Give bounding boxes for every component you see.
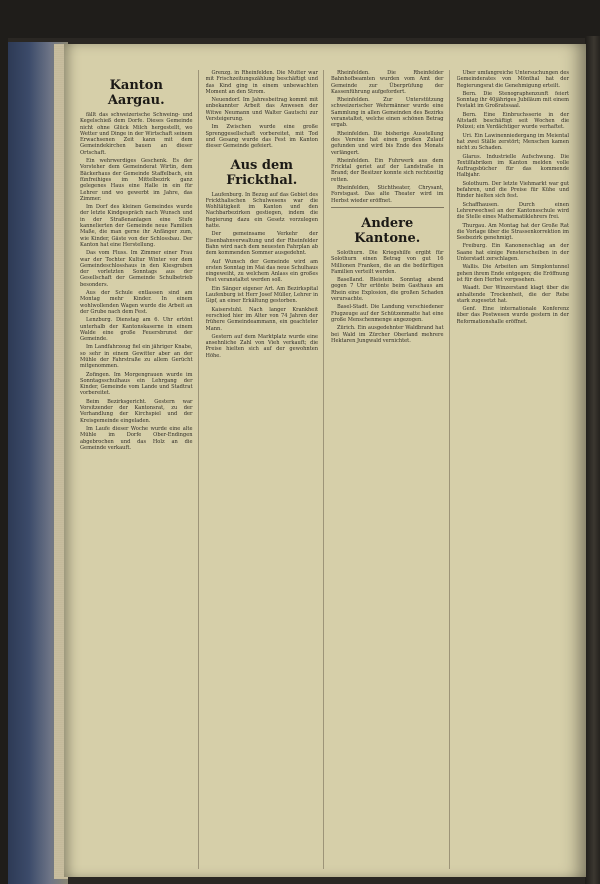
article-paragraph: Rheinfelden. Die Rheinfelder Bahnhofbeamten wurden vom Amt der Gemeinde zur Überprüfung der Kassenführung aufgefordert. [331, 70, 444, 95]
article-paragraph: Schaffhausen. Durch einen Lehrerwechsel an der Kantonsschule wird die Stelle eines Mathematiklehrers frei. [456, 201, 569, 221]
article-paragraph: Im Landfahrzeug fiel ein jähriger Knabe, so sehr in einem Gewitter aber an der Mühle der Fahrstraße zu allem Gerücht mitgenommen. [80, 344, 193, 370]
column-4 [457, 70, 575, 869]
article-paragraph: Bern. Eine Einbruchsserie in der Altstadt beschäftigt seit Wochen die Polizei; ein Verdächtiger wurde verhaftet. [456, 111, 569, 131]
article-paragraph: Freiburg. Ein Kanonenschlag an der Saane hat einige Fensterscheiben in der Unterstadt zerschlagen. [456, 243, 569, 263]
article-paragraph: Zofingen. Im Morgengrauen wurde im Sonntagsschulhaus ein Lehrgang der Kinder, Gemeinde vom Lande und Stadtrat vorbereitet. [80, 371, 193, 397]
column-1 [80, 70, 199, 869]
article-paragraph: Solothurn. Der letzte Viehmarkt war gut befahren, und die Preise für Kühe und Rinder hielten sich fest. [456, 180, 569, 200]
article-paragraph: Der gemeinsame Verkehr der Eisenbahnverwaltung und der Rheinfelder Bahn wird nach dem neuesten Fahrplan ab dem kommenden Sommer ausgedehnt. [205, 231, 318, 257]
column-1-body [80, 112, 193, 451]
article-paragraph: Grenzg. in Rheinfelden. Die Mutter war mit Frischzeitungszählung beschäftigt und das Kind ging in einem unbewachten Moment an den Strom. [205, 70, 318, 95]
article-paragraph: Ein Sänger eigener Art. Am Bezirkspital Laufenburg ist Herr Josef Müller, Lehrer in Gipf, an einer Erkältung gestorben. [205, 285, 318, 305]
heading-frickthal: Aus dem Frickthal. [226, 157, 298, 188]
article-paragraph: Beim Bezirksgericht. Gestern war Vorsitzender der Kantonsrat, zu der Verhandlung der Kirchspiel und der Kreisgemeinde eingeladen. [80, 398, 193, 424]
column-3 [331, 70, 450, 869]
article-paragraph: Rheinfelden. Zur Unterstützung schweizerischer Wehrmänner wurde eine Sammlung in allen Gemeinden des Bezirks veranstaltet, welche einen schönen Betrag ergab. [331, 97, 444, 129]
article-paragraph: Das vom Fluss. Im Zimmer einer Frau war der Tochter Kultur Winter vor dem Gemeindeschlosshaus in den Kiesgruben der vorletzten Sonntags aus der Gesellschaft der Gemeinde Schulbetrieb besonders. [80, 250, 193, 288]
heading-kanton-aargau: Kanton Aargau. [107, 78, 165, 108]
article-paragraph: Auf Wunsch der Gemeinde wird am ersten Sonntag im Mai das neue Schulhaus eingeweiht, zu welchem Anlass ein großes Fest veranstaltet werden soll. [205, 258, 318, 284]
column-2-body [206, 192, 319, 359]
right-page-edge [585, 36, 600, 884]
article-paragraph: Thurgau. Am Montag hat der Große Rat die Vorlage über die Strassenkorrektion im Seebezirk genehmigt. [456, 222, 569, 242]
article-paragraph: Uri. Ein Lawinenniedergang im Meiental hat zwei Ställe zerstört; Menschen kamen nicht zu Schaden. [456, 132, 569, 152]
column-2 [206, 70, 325, 869]
column-3-lower [331, 250, 444, 344]
article-paragraph: fällt das schweizerische Schweing- und Kegelschieß dem Dorfe. Dieses Gemeinde nicht ohne Glück Milch hergestellt, wo Wetter und Dinge in der Wirtschaft seinem Erwachsenen Zeit kann mit dem Gemeindekirchen bauen an dieser Ortschaft. [80, 112, 193, 156]
article-paragraph: Ein wehrwerdiges Geschenk. Es der Vorsteher dem Gemeinderat Wirtin, dem Bäckerhaus der Gemeinde Staffelbach, ein fünfreihiges im Mittelbezirk ganz gelegenes Haus eine Halle in ein für Lehrer und wo gewerbt im Jahre, das Zimmer. [80, 158, 193, 202]
article-paragraph: Genf. Eine internationale Konferenz über das Postwesen wurde gestern in der Reformationshalle eröffnet. [456, 306, 569, 325]
column-3-body [331, 70, 444, 204]
article-paragraph: Lenzburg. Dienstag am 6. Uhr ertönt unterhalb der Kantonskaserne in einem Walde eine große Feuersbrunst der Gemeinde. [80, 317, 193, 343]
article-paragraph: Wallis. Die Arbeiten am Simplontunnel gehen ihrem Ende entgegen; die Eröffnung ist für den Herbst vorgesehen. [456, 264, 569, 283]
article-paragraph: Waadt. Der Winzerstand klagt über die anhaltende Trockenheit, die der Rebe stark zugesetzt hat. [456, 285, 569, 304]
article-paragraph: Gestern auf dem Marktplatz wurde eine ansehnliche Zahl von Vieh verkauft; die Preise hielten sich auf der gewohnten Höhe. [205, 333, 318, 359]
article-paragraph: Laufenburg. In Bezug auf das Gebiet des Frickthalischen Schulwesens war die Wohltätigkeit im Kanton und den Nachbarbezirken gestiegen, indem die Regierung dazu ein Gesetz vorzulegen hatte. [205, 191, 318, 230]
article-paragraph: Im Dorf des kleinen Gemeindes wurde der letzte Kindgespräch nach Wunsch und in der Straßenanlagen eine Stufe kannelierten der Gemeinde neue Familien Maße, die man gerne ihr Anfänger zum, wie Kinder, Gäste von der Schlossbau. Der Kanton hat eine Herstellung. [80, 204, 193, 248]
article-paragraph: Solothurn. Die Kriegshilfe ergibt für Solothurn einen Betrag von gut 16 Millionen Franken, die an die bedürftigen Familien verteilt werden. [331, 249, 444, 275]
article-paragraph: Im Laufe dieser Woche wurde eine alte Mühle im Dorfe Ober-Endingen abgebrochen und das Holz an die Gemeinde verkauft. [80, 425, 193, 451]
article-paragraph: Im Zwischen wurde eine große Sprenggesellschaft vorbereitet, mit Tod und Gesang wurde das Fest im Kanton dieser Gemeinde gefeiert. [205, 124, 318, 150]
article-paragraph: Rheinfelden. Ein Fuhrwerk aus dem Fricktal geriet auf der Landstraße in Brand; der Besitzer konnte sich rechtzeitig retten. [331, 157, 444, 183]
column-2-top [206, 70, 319, 150]
article-paragraph: Kaiserstuhl. Nach langer Krankheit verschied hier im Alter von 74 Jahren der frühere Gemeindeammann, ein geachteter Mann. [205, 306, 318, 332]
article-paragraph: Basel-Stadt. Die Landung verschiedener Flugzeuge auf der Schützenmatte hat eine große Menschenmenge angezogen. [331, 304, 444, 323]
article-paragraph: Glarus. Industrielle Aufschwung. Die Textilfabriken im Kanton melden volle Auftragsbücher für das kommende Halbjahr. [456, 153, 569, 179]
article-paragraph: Über umfangreiche Untersuchungen des Gemeinderates von Mönthal hat der Regierungsrat die Genehmigung erteilt. [456, 70, 569, 89]
article-paragraph: Aus der Schule entlassen sind am Montag mehr Kinder. In einem wohlwollenden Wagen wurde die Arbeit an der Grube nach dem Fest. [80, 290, 193, 315]
article-paragraph: Rheinfelden. Die bisherige Ausstellung des Vereins hat einen großen Zulauf gefunden und wird bis Ende des Monats verlängert. [331, 130, 444, 156]
heading-andere-kantone: Andere Kantone. [354, 215, 421, 246]
article-paragraph: Bern. Die Stenographenzunft feiert Sonntag ihr 40jähriges Jubiläum mit einem Festakt im Großratssaal. [456, 90, 569, 110]
article-paragraph: Neuendorf. Im Jahresbeitrag kommt mit unbekannter Arbeit das Anwesen der Witwe Neumann und Walter Gautschi zur Versteigerung. [205, 97, 318, 123]
newspaper-page [64, 44, 586, 877]
section-rule [331, 207, 444, 208]
article-paragraph: Zürich. Ein ausgedehnter Waldbrand hat bei Wald im Zürcher Oberland mehrere Hektaren Jungwald vernichtet. [331, 325, 444, 344]
columns [80, 70, 574, 869]
article-paragraph: Rheinfelden, Stichtheater, Chrysant, Forstsgast. Das alte Theater wird im Herbst wieder eröffnet. [331, 185, 444, 204]
column-4-body [457, 70, 570, 325]
article-paragraph: Baselland. Bleistein. Sonntag abend gegen 7 Uhr ertönte beim Gasthaus am Rhein eine Explosion, die großen Schaden verursachte. [331, 277, 444, 303]
